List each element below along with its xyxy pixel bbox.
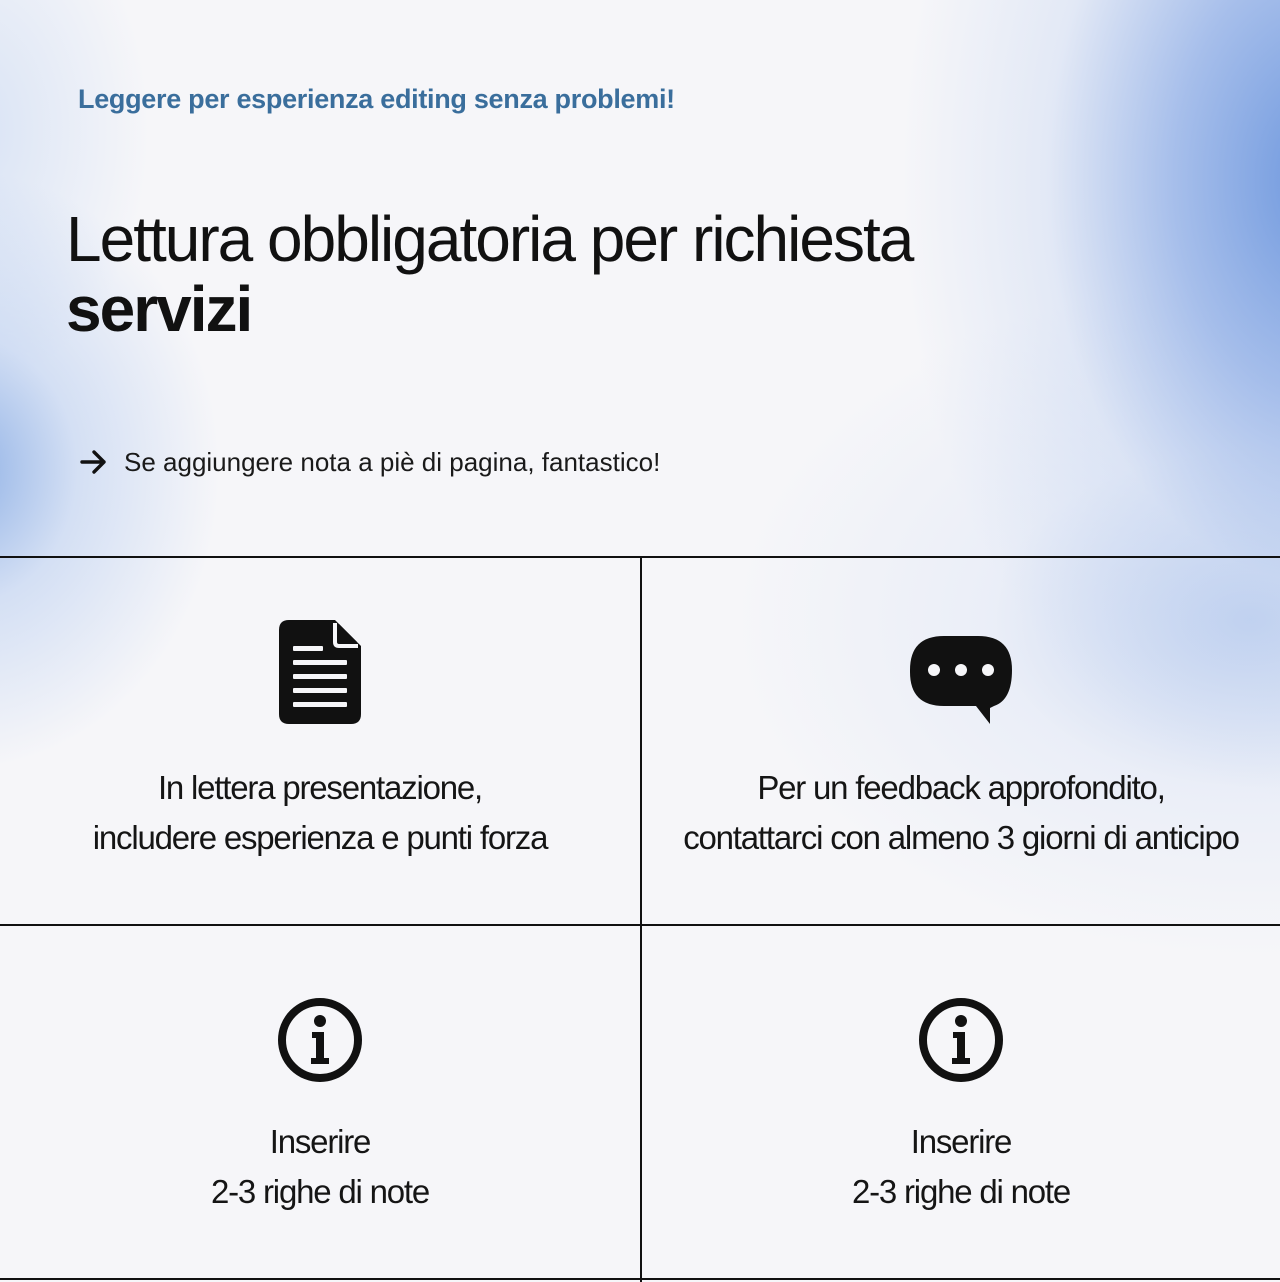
chat-bubble-icon bbox=[910, 620, 1012, 729]
info-card-text bbox=[211, 1117, 429, 1217]
info-card-line2: 2-3 righe di note bbox=[851, 1173, 1071, 1210]
info-card-line1: Per un feedback approfondito, bbox=[757, 769, 1165, 806]
info-card-text bbox=[683, 763, 1239, 863]
info-card-line1: Inserire bbox=[269, 1123, 371, 1160]
info-card-line2: 2-3 righe di note bbox=[210, 1173, 430, 1210]
info-card-text bbox=[852, 1117, 1070, 1217]
document-icon bbox=[279, 620, 361, 729]
info-card-line2: contattarci con almeno 3 giorni di anticipo bbox=[683, 819, 1239, 856]
info-card-notes bbox=[0, 996, 640, 1217]
info-card-feedback bbox=[641, 620, 1280, 863]
arrow-right-icon bbox=[78, 446, 110, 478]
info-card-cover-letter bbox=[0, 620, 640, 863]
tagline: Leggere per esperienza editing senza problemi! bbox=[78, 84, 675, 114]
info-card-line1: Inserire bbox=[910, 1123, 1012, 1160]
info-icon bbox=[276, 996, 364, 1089]
info-icon bbox=[917, 996, 1005, 1089]
info-card-line2: includere esperienza e punti forza bbox=[92, 819, 548, 856]
footnote-hint-text: Se aggiungere nota a piè di pagina, fantastico! bbox=[124, 446, 661, 477]
footnote-hint bbox=[78, 446, 660, 478]
grid-divider-horizontal bbox=[0, 924, 1280, 926]
info-card-line1: In lettera presentazione, bbox=[157, 769, 483, 806]
info-card-notes bbox=[641, 996, 1280, 1217]
page-title-line2: servizi bbox=[66, 273, 252, 345]
info-grid bbox=[0, 556, 1280, 1280]
page-title-line1: Lettura obbligatoria per richiesta bbox=[66, 203, 913, 275]
info-card-text bbox=[93, 763, 548, 863]
page-title bbox=[66, 204, 912, 344]
